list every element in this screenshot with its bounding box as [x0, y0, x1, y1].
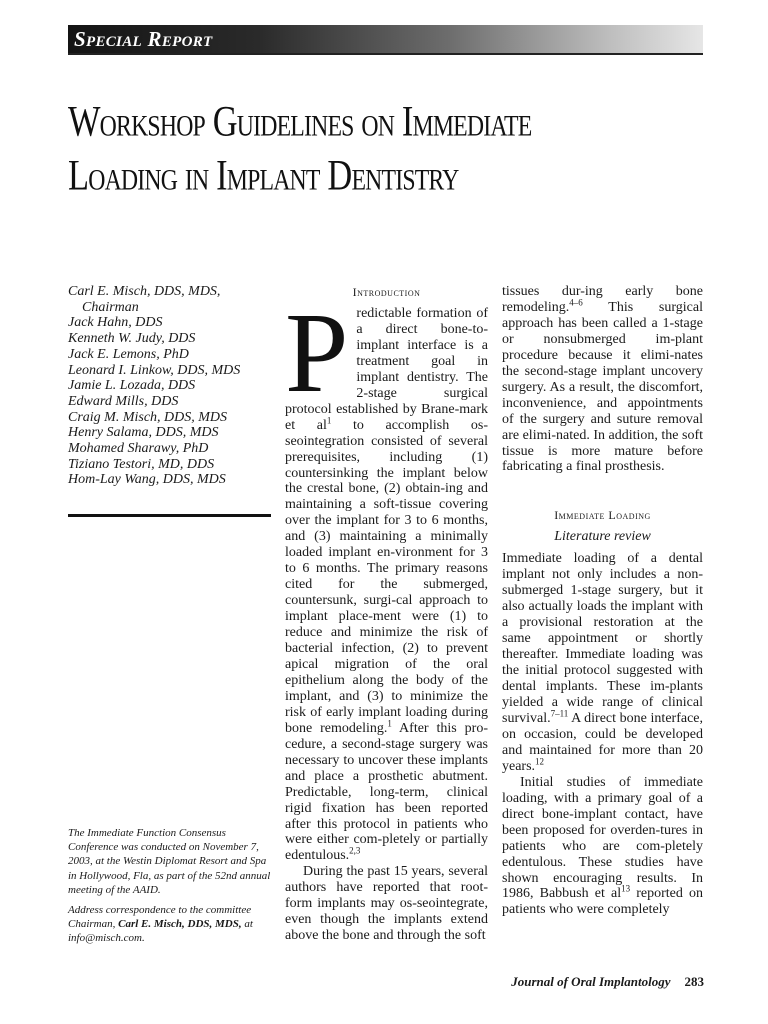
column-continuation-spacer	[502, 284, 703, 507]
author: Henry Salama, DDS, MDS	[68, 425, 219, 441]
author-list	[68, 284, 273, 488]
author: Jack Hahn, DDS	[68, 315, 163, 331]
immediate-paragraph-1: Immediate loading of a dental implant not only includes a non-submerged 1-stage surgery, but it also actually loads the implant with a provisional restoration at the same appointment or shortly thereafter. Immediate loading was the initial protocol suggested with dental implants. These im-plants yielded a wide range of clinical survival.$^{7-11}$ A direct bone interface, on occasion, could be developed and maintained for more than 20 years.$^{12}$	[502, 551, 703, 774]
section-band	[68, 25, 703, 55]
author: Jamie L. Lozada, DDS	[68, 378, 196, 394]
author: Carl E. Misch, DDS, MDS,	[68, 284, 221, 299]
citation: 12	[535, 756, 545, 767]
author: Leonard I. Linkow, DDS, MDS	[68, 362, 241, 378]
citation: 2,3	[349, 845, 361, 856]
page-footer	[480, 974, 704, 990]
article-title-line-2: Loading in Implant Dentistry	[68, 153, 459, 200]
correspondence-name: Carl E. Misch, DDS, MDS,	[118, 918, 242, 931]
author: Hom-Lay Wang, DDS, MDS	[68, 472, 226, 488]
page-number: 283	[684, 974, 704, 989]
conference-footnote	[68, 826, 273, 952]
citation: 1	[326, 415, 332, 426]
citation: 13	[621, 883, 631, 894]
author-divider	[68, 514, 271, 517]
citation: 7–11	[550, 708, 569, 719]
immediate-loading-heading: Immediate Loading	[554, 508, 651, 523]
citation: 1	[387, 718, 392, 729]
intro-paragraph-1: Predictable formation of a direct bone-to-implant interface is a treatment goal in implant dentistry. The 2-stage surgical protocol established by Brane-mark et $al^1$ to accomplish os-seointegration consisted of several prerequisites, including (1) countersinking the implant below the crestal bone, (2) obtain-ing and maintaining a soft-tissue covering over the implant for 3 to 6 months, and (3) maintaining a minimally loaded implant en-vironment for 3 to 6 months. The primary reasons cited for the submerged, countersunk, surgi-cal approach to implant place-ment were (1) to reduce and minimize the risk of bacterial infection, (2) to prevent apical migration of the oral epithelium along the body of the implant, and (3) to minimize the risk of early implant loading during bone remodeling.$^1$ After this pro-cedure, a second-stage surgery was necessary to uncover these implants and place a prosthetic abutment. Predictable, long-term, clinical rigid fixation has been reported after this protocol in patients who were either com-pletely or partially edentulous.$^{2,3}$	[285, 289, 488, 864]
citation: 4–6	[569, 297, 583, 308]
intro-paragraph-2-continued: tissues dur-ing early bone remodeling.$^{4-6}$ This surgical approach has been called a 1-stage or nonsubmerged im-plant procedure because it elimi-nates the second-stage implant uncovery surgery. As a result, the discomfort, inconvenience, and appointments of the surgery and suture removal are elimi-nated. In addition, the soft tissue is more mature before fabricating a final prosthesis.	[502, 284, 703, 475]
body-column-middle	[285, 284, 488, 944]
section-label: Special Report	[74, 27, 213, 51]
journal-name: Journal of Oral Implantology	[511, 974, 671, 989]
body-column-right	[502, 284, 703, 918]
intro-paragraph-2: During the past 15 years, several authors have reported that root-form implants may os-seointegrate, even though the implants extend above the bone and through the soft	[285, 864, 488, 944]
author: Mohamed Sharawy, PhD	[68, 441, 209, 457]
correspondence-note: Address correspondence to the committee Chairman, Carl E. Misch, DDS, MDS, at info@misch.com.	[68, 904, 253, 945]
article-title-line-1: Workshop Guidelines on Immediate	[68, 99, 532, 146]
introduction-heading: Introduction	[352, 285, 421, 299]
author-role: Chairman	[82, 299, 139, 315]
author: Jack E. Lemons, PhD	[68, 346, 189, 362]
author: Tiziano Testori, MD, DDS	[68, 456, 215, 472]
literature-review-subheading: Literature review	[554, 529, 651, 545]
drop-cap: P	[285, 289, 349, 416]
author: Craig M. Misch, DDS, MDS	[68, 409, 228, 425]
immediate-paragraph-2: Initial studies of immediate loading, with a primary goal of a direct bone-implant contact, have been proposed for overden-tures in patients who are com-pletely edentulous. These studies have shown encouraging results. In 1986, Babbush et $al^{13}$ reported on patients who were completely	[502, 774, 703, 918]
author: Kenneth W. Judy, DDS	[68, 331, 196, 347]
conference-note: The Immediate Function Consensus Conference was conducted on November 7, 2003, at the Westin Diplomat Resort and Spa in Hollywood, Fla, as part of the 52nd annual meeting of the AAID.	[68, 827, 271, 896]
author: Edward Mills, DDS	[68, 393, 179, 409]
